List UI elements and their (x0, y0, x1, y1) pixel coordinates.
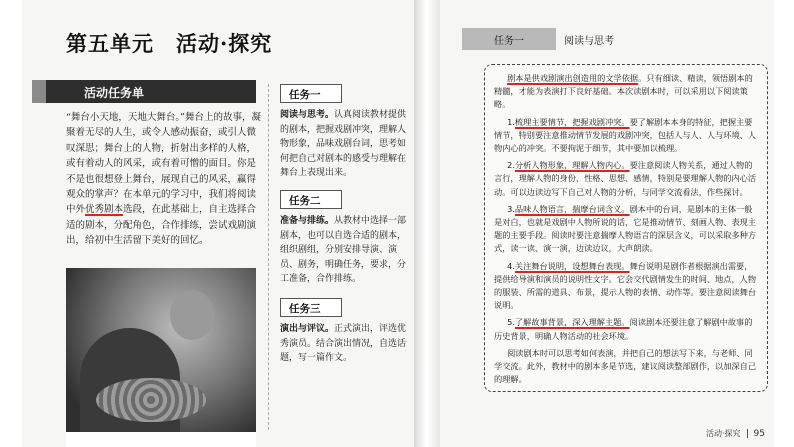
task-1-label-box (280, 84, 342, 103)
performance-photo (66, 268, 256, 440)
task-3-text (280, 322, 410, 366)
footer-section: 活动·探究 (706, 429, 741, 438)
photo-caption-strip (66, 432, 256, 447)
page-number: 95 (753, 429, 765, 439)
item-4-text: 舞台说明是剧作者根据演出需要，提供给导演和演员的说明性文字。它会交代剧情发生的时间、地点，人物的服装、所需的道具、布景，提示人物的表情、动作等。要注意阅读舞台说明。 (494, 260, 757, 311)
item-4-highlight: 关注舞台说明，设想舞台表现。 (514, 260, 630, 271)
strategy-item-2 (494, 159, 760, 199)
task-2-text (280, 214, 410, 287)
item-1-text: 要了解剧本本身的特征，把握主要情节，特别要注意推动情节发展的戏剧冲突，包括人与人、人与环境、人物内心的冲突。不要拘泥于细节，其中要加以梳理。 (494, 116, 757, 154)
task-1-label: 任务一 (289, 89, 321, 101)
item-5-text: 阅读剧本还要注意了解剧中故事的历史背景，明确人物活动的社会环境。 (494, 317, 753, 341)
strategy-item-1 (494, 116, 760, 156)
header-accent (32, 80, 46, 103)
item-3-text: 剧本中的台词，是剧本的主体一般是对白，也就是戏剧中人物所说的话，它是推动情节、刻画人物、表现主题的主要手段。阅读时要注意揣摩人物语言的深层含义，可以采取多种方式，读一读、演一演，边读边议，大声朗读。 (494, 203, 757, 254)
closing-paragraph: 阅读剧本时可以思考如何表演，并把自己的想法写下来，与老师、同学交流。此外，教材中的剧本多是节选，建议阅读整部剧作，以加深自己的理解。 (494, 347, 757, 385)
photo-face (170, 290, 214, 340)
book-spine (414, 0, 440, 447)
task-1-text (280, 108, 410, 181)
right-page (440, 0, 774, 447)
task-2-label-box (280, 190, 342, 209)
item-3-highlight: 品味人物语言，揣摩台词含义。 (514, 203, 630, 214)
footer-separator (747, 429, 748, 438)
item-2-highlight: 分析人物形象，理解人物内心。 (514, 160, 630, 171)
strategy-item-4 (494, 260, 760, 313)
left-page (22, 0, 414, 447)
lead-paragraph (494, 72, 760, 112)
task-list-label: 活动任务单 (84, 86, 145, 100)
reading-strategy-text (494, 72, 760, 390)
task-2-body: 从教材中选择一部剧本，也可以自选合适的剧本，组织剧组，分别安排导演、演员、剧务，明确任务，要求，分工准备，合作排练。 (280, 216, 407, 285)
strategy-item-5 (494, 316, 760, 342)
task-list-header (32, 80, 256, 103)
task-header-tab (462, 28, 556, 50)
task-3-label-box (280, 298, 342, 317)
task-1-head: 阅读与思考。 (280, 110, 335, 120)
task-1-body: 认真阅读教材提供的剧本，把握戏剧冲突，理解人物形象，品味戏剧台词，思考如何把自己对剧本的感受与理解在舞台上表现出来。 (280, 110, 407, 179)
task-header-title: 阅读与思考 (564, 36, 614, 47)
item-5-num: 5. (507, 317, 515, 328)
intro-paragraph (66, 110, 262, 249)
task-2-label: 任务二 (289, 195, 321, 207)
strategy-item-3 (494, 203, 760, 256)
task-3-label: 任务三 (289, 303, 321, 315)
item-3-num: 3. (507, 203, 515, 214)
intro-text-1: “舞台小天地，天地大舞台。”舞台上的故事，凝聚着无尽的人生，或令人感动振奋，或引人微叹深思；舞台上的人物，折射出多样的人格，或有着动人的风采，或有着可憎的面目。你是不是也很想登上舞台，展现自己的风采，赢得观众的掌声？在本单元的学习中，我们将阅读中外 (66, 112, 261, 216)
photo-basket (96, 378, 206, 422)
lead-text: 。只有细读、精读，领悟剧本的精髓，才能为表演打下良好基础。本次读剧本时，可以采用以下阅读策略。 (494, 73, 753, 110)
intro-highlight: 优秀剧本 (85, 204, 124, 216)
lead-highlight: 剧本是供戏剧演出创造用的文学依据 (507, 73, 639, 83)
unit-title: 第五单元 活动·探究 (66, 31, 273, 56)
page-footer (706, 428, 765, 439)
task-2-head: 准备与排练。 (280, 216, 335, 226)
item-1-highlight: 梳理主要情节，把握戏剧冲突。 (514, 116, 630, 127)
item-2-num: 2. (507, 160, 515, 171)
item-5-highlight: 了解故事背景，深入理解主题。 (514, 317, 630, 328)
task-header-label: 任务一 (494, 36, 524, 47)
intro-text-2: 选段，在此基础上，自主选择合适的剧本，分配角色，合作排练，尝试戏剧演出，给初中生活留下美好的回忆。 (66, 204, 257, 247)
item-1-num: 1. (507, 116, 515, 127)
task-divider (268, 84, 269, 430)
item-2-text: 要注意阅读人物关系，通过人物的言行，理解人物的身份、性格、思想、感情，特别是要理解人物的内心活动。可以边读边写下自己对人物的分析，与同学交流看法，作些探讨。 (494, 160, 757, 197)
task-3-body: 正式演出，评选优秀演员。结合演出情况，自选话题，写一篇作文。 (280, 324, 407, 364)
item-4-num: 4. (507, 260, 515, 271)
task-3-head: 演出与评议。 (280, 324, 335, 334)
